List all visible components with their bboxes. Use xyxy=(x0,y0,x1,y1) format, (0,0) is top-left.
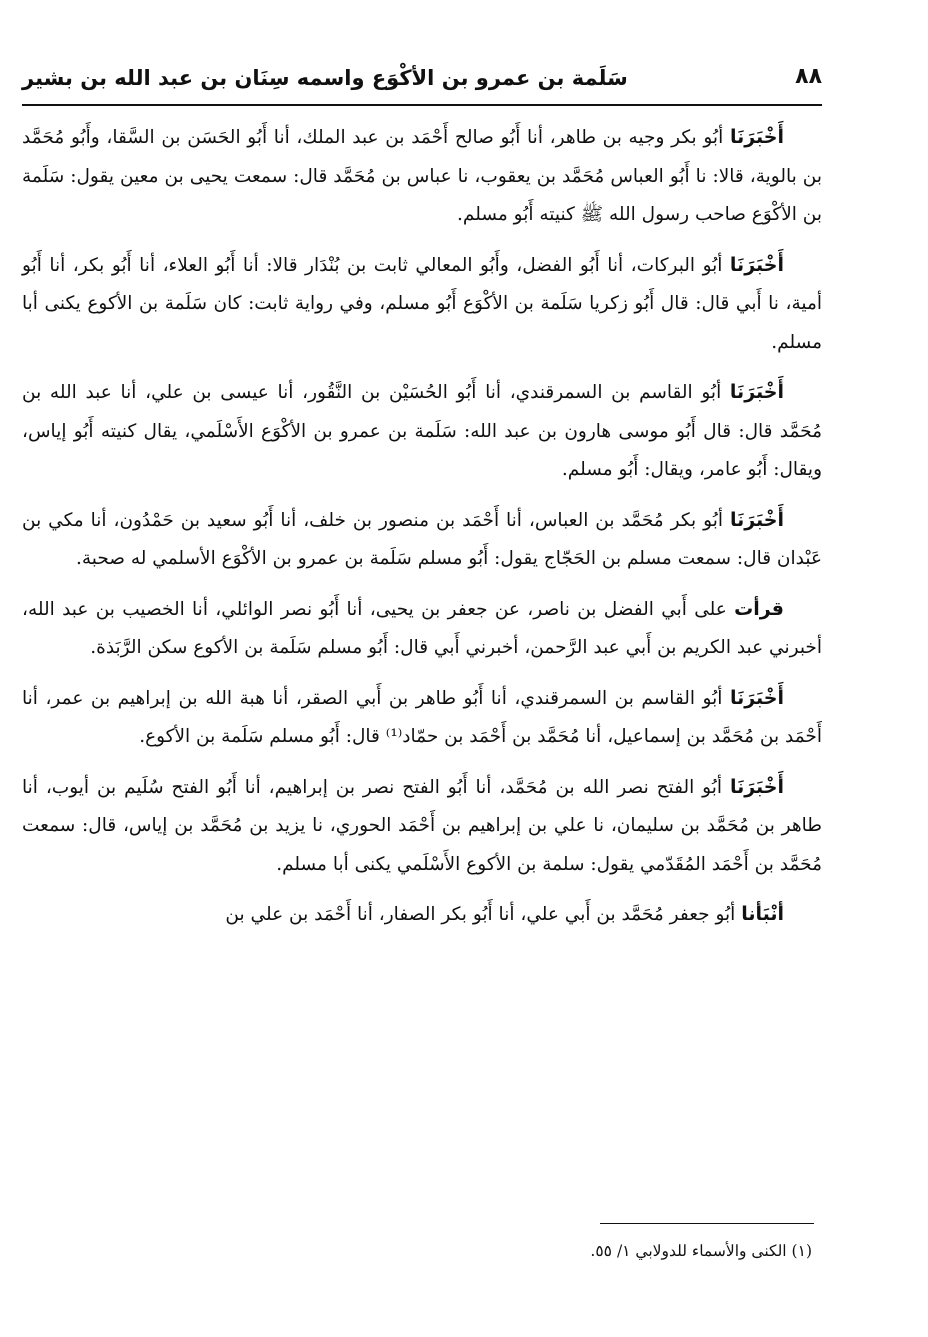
paragraph-lead: أَخْبَرَنَا xyxy=(729,253,784,276)
paragraph-text: أبُو بكر مُحَمَّد بن العباس، أنا أَحْمَد بن منصور بن خلف، أنا أَبُو سعيد بن حَمْدُون، أنا مكي بن عَبْدان قال: سمعت مسلم بن الحَجّاج يقول: أَبُو مسلم سَلَمة بن عمرو بن الأكْوَع الأسلمي له صحبة. xyxy=(22,509,822,569)
paragraph xyxy=(22,118,822,235)
paragraph xyxy=(22,768,822,885)
paragraph xyxy=(22,246,822,363)
paragraph-lead: قرأت xyxy=(734,597,784,620)
paragraph-text: أبُو جعفر مُحَمَّد بن أَبي علي، أنا أَبُو بكر الصفار، أنا أَحْمَد بن علي بن xyxy=(225,904,736,925)
running-title: سَلَمة بن عمرو بن الأكْوَع واسمه سِنَان بن عبد الله بن بشير xyxy=(22,66,628,90)
footnote-marker: (١) xyxy=(791,1242,812,1260)
paragraph xyxy=(22,679,822,757)
paragraph xyxy=(22,590,822,668)
footnote-rule xyxy=(600,1223,814,1224)
paragraph-lead: أَخْبَرَنَا xyxy=(729,381,784,403)
paragraph-text: أبُو الفتح نصر الله بن مُحَمَّد، أنا أَبُو الفتح نصر بن إبراهيم، أنا أَبُو الفتح سُلَيم بن أيوب، أنا طاهر بن مُحَمَّد بن سليمان، نا علي بن إبراهيم بن أَحْمَد الحوري، نا يزيد بن مُحَمَّد بن إياس، قال: سمعت مُحَمَّد بن أَحْمَد المُقَدّمي يقول: سلمة بن الأكوع الأَسْلَمي يكنى أبا مسلم. xyxy=(22,776,822,875)
paragraph-lead: أَخْبَرَنَا xyxy=(729,508,784,531)
paragraph xyxy=(22,895,822,935)
page-header xyxy=(22,58,822,102)
paragraph-lead: أَخْبَرَنَا xyxy=(729,775,784,798)
paragraph xyxy=(22,501,822,579)
header-rule xyxy=(22,104,822,106)
paragraph-lead: أَخْبَرَنَا xyxy=(729,126,784,148)
paragraph-text: أبُو القاسم بن السمرقندي، أنا أَبُو طاهر بن أَبي الصقر، أنا هبة الله بن إبراهيم بن عمر، أنا أَحْمَد بن مُحَمَّد بن إسماعيل، أنا مُحَمَّد بن أَحْمَد بن حمّاد⁽¹⁾ قال: أَبُو مسلم سَلَمة بن الأكوع. xyxy=(22,687,822,747)
paragraph-text: أبُو البركات، أنا أَبُو الفضل، وأَبُو المعالي ثابت بن بُنْدَار قالا: أنا أَبُو العلاء، أنا أَبُو بكر، أنا أَبُو أمية، نا أَبي قال: قال أَبُو زكريا سَلَمة بن الأكْوَع أَبُو مسلم، وفي رواية ثابت: كان سَلَمة بن الأكوع يكنى أبا مسلم. xyxy=(22,254,822,353)
paragraph-text: أبُو بكر وجيه بن طاهر، أنا أَبُو صالح أَحْمَد بن عبد الملك، أنا أَبُو الحَسَن بن السَّقا، وأَبُو مُحَمَّد بن بالوية، قالا: نا أَبُو العباس مُحَمَّد بن يعقوب، نا عباس بن مُحَمَّد قال: سمعت يحيى بن معين يقول: سَلَمة بن الأكْوَع صاحب رسول الله ﷺ كنيته أَبُو مسلم. xyxy=(22,127,822,225)
footnote xyxy=(22,1238,812,1264)
paragraph-text: أبُو القاسم بن السمرقندي، أنا أَبُو الحُسَيْن بن النَّقُور، أنا عيسى بن علي، أنا عبد الله بن مُحَمَّد قال: قال أَبُو موسى هارون بن عبد الله: سَلَمة بن عمرو بن الأكْوَع الأَسْلَمي، يقال كنيته أَبُو إياس، ويقال: أَبُو عامر، ويقال: أَبُو مسلم. xyxy=(22,382,822,480)
paragraph-text: على أَبي الفضل بن ناصر، عن جعفر بن يحيى، أنا أَبُو نصر الوائلي، أنا الخصيب بن عبد الله، أخبرني عبد الكريم بن أَبي عبد الرَّحمن، أخبرني أَبي قال: أَبُو مسلم سَلَمة بن الأكوع سكن الرَّبَذة. xyxy=(22,598,822,658)
main-text xyxy=(22,118,822,946)
paragraph-lead: أنْبَأنا xyxy=(741,903,784,925)
footnote-text: الكنى والأسماء للدولابي ١/ ٥٥. xyxy=(590,1242,787,1260)
page-number: ٨٨ xyxy=(795,64,822,89)
paragraph xyxy=(22,373,822,490)
paragraph-lead: أَخْبَرَنَا xyxy=(729,686,784,709)
